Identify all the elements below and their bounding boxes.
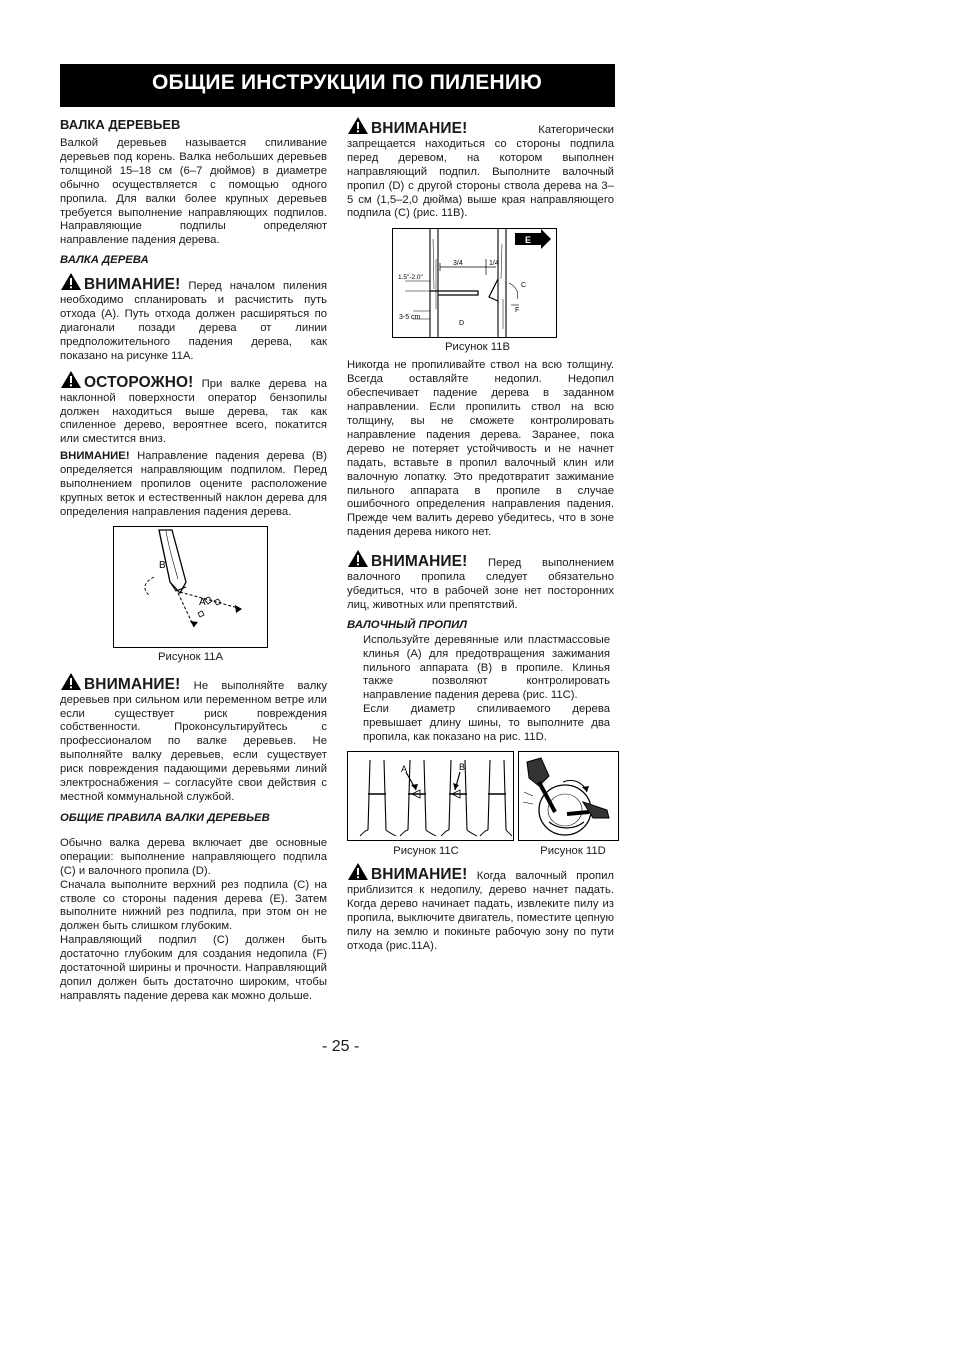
warning-triangle-icon: [347, 116, 369, 135]
left-column: [60, 116, 327, 1004]
figure-label-a: A: [401, 764, 408, 774]
warning-text: Перед началом пиления необходимо спланировать и расчистить путь отхода (А). Путь отхода должен расширяться по диагонали позади дерева от линии предположительного падения дерева, как показано на рисунке 11А.: [60, 280, 327, 362]
figure-label-f: F: [515, 307, 520, 315]
figure-label-b: B: [159, 559, 166, 571]
warning-triangle-icon: [60, 370, 82, 389]
figure-11b-caption: Рисунок 11В: [444, 341, 510, 354]
title-banner: [60, 64, 615, 107]
figure-label-one-quarter: 1/4: [489, 260, 499, 268]
caution-text: При валке дерева на наклонной поверхности оператор бензопилы должен находиться выше дерева, так как спиленное дерево, вероятнее всего, покатится или сместится вниз.: [60, 377, 327, 446]
warning-triangle-icon: [347, 862, 369, 881]
figure-label-e: E: [525, 235, 532, 246]
warning-block: [347, 549, 614, 613]
cut-paragraph-2: Если диаметр спиливаемого дерева превышает длину шины, то выполните два пропила, как показано на рис. 11D.: [363, 703, 610, 744]
warning-label: ВНИМАНИЕ!: [84, 276, 181, 294]
figure-11a-caption: Рисунок 11А: [157, 650, 223, 663]
caution-label: ОСТОРОЖНО!: [84, 373, 194, 391]
note-label: ВНИМАНИЕ!: [60, 450, 130, 463]
subheading-felling-cut: ВАЛОЧНЫЙ ПРОПИЛ: [347, 618, 468, 631]
warning-label: ВНИМАНИЕ!: [84, 675, 181, 693]
rules-paragraph-3: Направляющий подпил (С) должен быть достаточно глубоким для создания недопила (F) достаточной ширины и прочности. Направляющий допил должен быть достаточно широким, чтобы направлять падение дерева как можно дольше.: [60, 934, 327, 1002]
warning-block: [60, 272, 327, 363]
section-title-felling: ВАЛКА ДЕРЕВЬЕВ: [60, 117, 181, 132]
page-number: - 25 -: [322, 1038, 360, 1055]
warning-text: Когда валочный пропил приблизится к недопилу, дерево начнет падать. Когда дерево начинает падать, извлеките пилу из пропила, выключите двигатель, поместите цепную пилу на землю и покиньте рабочую зону по пути отхода (рис.11А).: [347, 870, 614, 952]
warning-block: [60, 672, 327, 805]
figure-11c-caption: Рисунок 11C: [393, 845, 459, 857]
warning-triangle-icon: [347, 549, 369, 568]
warning-block: [347, 862, 614, 953]
subheading-felling-rules: ОБЩИЕ ПРАВИЛА ВАЛКИ ДЕРЕВЬЕВ: [60, 811, 270, 824]
figure-11a: [113, 526, 268, 648]
figure-label-d: D: [459, 320, 465, 328]
cut-paragraph-1: Используйте деревянные или пластмассовые клинья (А) для предотвращения зажимания пильного аппарата (В) в пропиле. Клинья также позволяют контролировать направление падения дерева (рис. 11С).: [363, 633, 610, 702]
warning-text: Категорически запрещается находиться со стороны подпила перед деревом, на котором выполнен направляющий подпил. Выполните валочный пропил (D) с другой стороны ствола дерева на 3–5 см (1,5–2,0 дюйма) выше края направляющего подпила (С) (рис. 11В).: [347, 124, 614, 220]
figure-11d: [518, 751, 619, 841]
warning-label: ВНИМАНИЕ!: [371, 866, 468, 883]
subheading-tree-felling: ВАЛКА ДЕРЕВА: [60, 254, 149, 267]
warning-text: Не выполняйте валку деревьев при сильном или переменном ветре или если существует риск повреждения собственности. Проконсультируйтесь с профессионалом по валке деревьев. Не выполняйте валку деревьев, если существует риск повреждения падающими деревьями линий электроснабжения – согласуйте свои действия с местной коммунальной службой.: [60, 679, 327, 803]
figure-label-height: 1.5"-2.0": [398, 274, 423, 282]
warning-block: [347, 116, 614, 221]
rules-paragraph-2: Сначала выполните верхний рез подпила (С) на стволе со стороны падения дерева (Е). Затем выполните нижний рез подпила, при этом он не должен быть слишком глубоким.: [60, 878, 327, 933]
warning-label: ВНИМАНИЕ!: [371, 553, 468, 571]
figure-11c-illustration: [348, 752, 513, 840]
caution-block: [60, 370, 327, 448]
figure-label-three-quarters: 3/4: [453, 260, 463, 268]
figure-label-b: B: [459, 762, 466, 772]
figure-11a-illustration: [114, 527, 267, 647]
figure-11d-caption: Рисунок 11D: [540, 845, 606, 857]
figures-11c-11d: [347, 751, 614, 856]
note-block: [60, 450, 327, 520]
rules-paragraph-1: Обычно валка дерева включает две основные операции: выполнение направляющего подпила (С) и валочного пропила (D).: [60, 836, 327, 877]
figure-label-a: A: [199, 596, 206, 608]
figure-11d-illustration: [519, 752, 618, 840]
note-text: Направление падения дерева (В) определяется направляющим подпилом. Перед выполнением пропилов оцените расположение крупных веток и естественный наклон дерева для определения направления падения дерева.: [60, 450, 327, 518]
warning-triangle-icon: [60, 672, 82, 691]
intro-paragraph: Валкой деревьев называется спиливание деревьев под корень. Валка небольших деревьев толщиной 15–18 см (6–7 дюймов) в диаметре обычно осуществляется с помощью одного пропила. Для валки более крупных деревьев требуется выполнение направляющих подпилов. Направляющие подпилы определяют направление падения дерева.: [60, 137, 327, 247]
warning-triangle-icon: [60, 272, 82, 291]
undercut-paragraph: Никогда не пропиливайте ствол на всю толщину. Всегда оставляйте недопил. Недопил обеспечивает падение дерева в заданном направлении. Если пропилить ствол на всю толщину, вы не сможете контролировать направление падения дерева. Заранее, пока дерево не потеряет устойчивость и не начнет падать, вставьте в пропил валочный клин или валочную лопатку. Это предотвратит зажимание пильного аппарата в пропиле в случае ошибочного определения направления падения. Прежде чем валить дерево убедитесь, что в зоне падения дерева никого нет.: [347, 359, 614, 539]
page-title: ОБЩИЕ ИНСТРУКЦИИ ПО ПИЛЕНИЮ: [152, 71, 542, 94]
figure-label-c: C: [521, 282, 527, 290]
figure-label-distance: 3-5 cm: [399, 314, 421, 322]
figure-11b: [392, 228, 557, 338]
figure-11b-illustration: [393, 229, 556, 337]
warning-text: Перед выполнением валочного пропила следует обязательно убедиться, что в рабочей зоне нет посторонних лиц, животных или препятствий.: [347, 557, 614, 611]
figure-11c: [347, 751, 514, 841]
warning-label: ВНИМАНИЕ!: [371, 120, 468, 137]
right-column: [347, 116, 614, 953]
